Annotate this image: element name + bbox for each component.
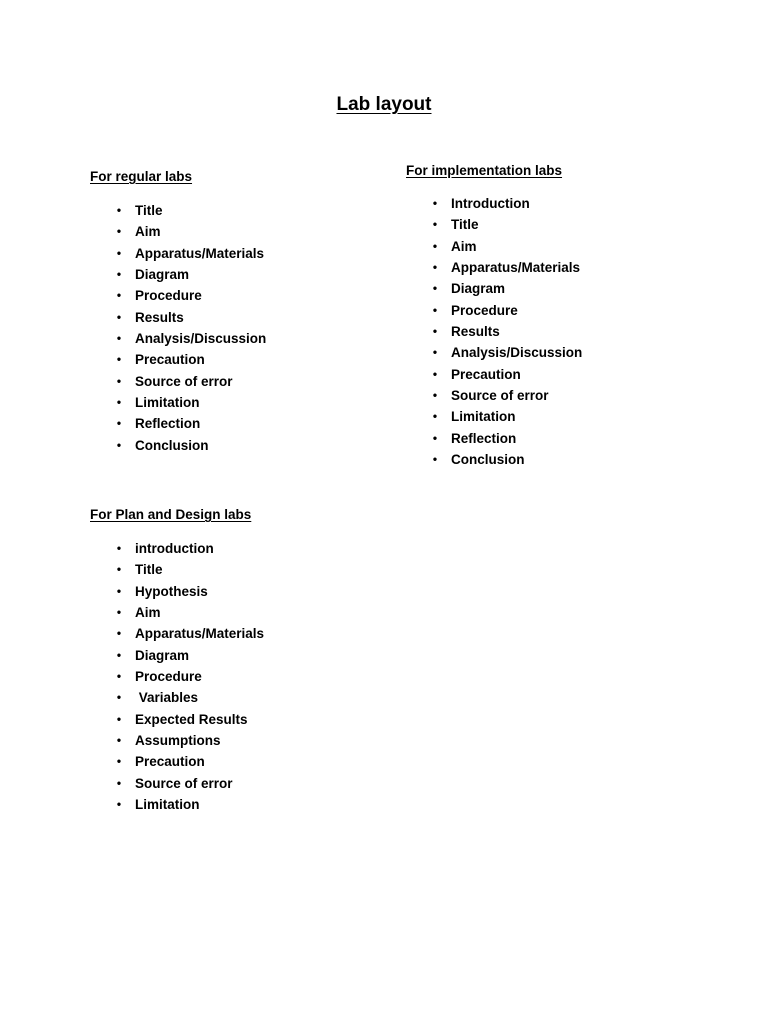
- bullet-icon: •: [116, 541, 122, 555]
- list-item-label: Title: [451, 217, 479, 233]
- bullet-icon: •: [116, 733, 122, 748]
- bullet-icon: •: [116, 331, 122, 346]
- list-item: [113, 581, 370, 602]
- list-item: [429, 321, 706, 342]
- plan-design-labs-list: [113, 538, 370, 815]
- bullet-icon: •: [432, 430, 438, 445]
- bullet-icon: •: [116, 626, 122, 641]
- list-item: [429, 278, 706, 299]
- list-item: [429, 257, 706, 278]
- bullet-icon: •: [432, 302, 438, 317]
- list-item: [113, 413, 370, 434]
- bullet-icon: •: [116, 711, 122, 726]
- list-item: [113, 392, 370, 413]
- list-item: [429, 214, 706, 235]
- list-item: [113, 243, 370, 264]
- list-item-label: Procedure: [135, 288, 202, 304]
- list-item-label: Source of error: [451, 388, 549, 404]
- implementation-labs-list: [429, 193, 706, 470]
- section-regular-labs: [90, 168, 370, 456]
- list-item-label: Title: [135, 203, 163, 218]
- list-item: [113, 794, 370, 815]
- bullet-icon: •: [116, 288, 122, 303]
- list-item: [429, 342, 706, 363]
- list-item-label: Aim: [451, 238, 477, 254]
- list-item: [113, 751, 370, 772]
- list-item: [113, 221, 370, 242]
- bullet-icon: •: [116, 775, 122, 790]
- list-item: [429, 364, 706, 385]
- bullet-icon: •: [116, 267, 122, 282]
- list-item-label: Expected Results: [135, 711, 248, 727]
- section-heading-regular-labs: For regular labs: [90, 169, 193, 184]
- list-item-label: Results: [135, 309, 184, 325]
- list-item: [113, 349, 370, 370]
- bullet-icon: •: [116, 224, 122, 239]
- list-item-label: introduction: [135, 541, 214, 556]
- list-item-label: Variables: [135, 690, 199, 706]
- list-item-label: Procedure: [451, 302, 518, 318]
- bullet-icon: •: [116, 352, 122, 367]
- list-item: [113, 687, 370, 708]
- list-item-label: Results: [451, 324, 500, 340]
- list-item-label: Limitation: [135, 797, 200, 813]
- list-item: [113, 200, 370, 221]
- bullet-icon: •: [116, 245, 122, 260]
- bullet-icon: •: [432, 452, 438, 467]
- list-item: [113, 709, 370, 730]
- list-item-label: Procedure: [135, 669, 202, 685]
- list-item: [113, 602, 370, 623]
- section-heading-implementation-labs: For implementation labs: [406, 163, 563, 178]
- page-title: Lab layout: [336, 94, 432, 115]
- list-item: [429, 406, 706, 427]
- bullet-icon: •: [116, 690, 122, 705]
- bullet-icon: •: [432, 409, 438, 424]
- list-item: [113, 435, 370, 456]
- list-item: [113, 264, 370, 285]
- list-item-label: Title: [135, 562, 163, 578]
- section-plan-design-labs: [90, 506, 370, 815]
- list-item-label: Apparatus/Materials: [135, 626, 265, 642]
- list-item: [113, 666, 370, 687]
- bullet-icon: •: [432, 281, 438, 296]
- section-heading-plan-design-labs: For Plan and Design labs: [90, 507, 252, 522]
- list-item-label: Conclusion: [135, 437, 209, 453]
- list-item: [113, 538, 370, 559]
- bullet-icon: •: [116, 605, 122, 620]
- list-item: [113, 285, 370, 306]
- list-item-label: Reflection: [135, 416, 201, 432]
- list-item-label: Aim: [135, 605, 161, 621]
- bullet-icon: •: [116, 309, 122, 324]
- list-item-label: Precaution: [451, 366, 521, 382]
- bullet-icon: •: [432, 260, 438, 275]
- list-item: [113, 730, 370, 751]
- list-item-label: Precaution: [135, 754, 205, 770]
- bullet-icon: •: [116, 562, 122, 577]
- list-item: [113, 371, 370, 392]
- list-item-label: Limitation: [451, 409, 516, 425]
- bullet-icon: •: [116, 373, 122, 388]
- list-item-label: Apparatus/Materials: [451, 260, 581, 276]
- regular-labs-list: [113, 200, 370, 456]
- list-item: [429, 428, 706, 449]
- list-item-label: Diagram: [451, 281, 506, 297]
- list-item: [113, 623, 370, 644]
- section-implementation-labs: [406, 162, 706, 470]
- bullet-icon: •: [116, 583, 122, 598]
- bullet-icon: •: [116, 669, 122, 684]
- bullet-icon: •: [116, 437, 122, 452]
- list-item-label: Diagram: [135, 647, 190, 663]
- list-item-label: Source of error: [135, 373, 233, 389]
- list-item-label: Limitation: [135, 395, 200, 411]
- list-item-label: Analysis/Discussion: [135, 331, 267, 347]
- bullet-icon: •: [116, 647, 122, 662]
- list-item: [113, 559, 370, 580]
- bullet-icon: •: [116, 416, 122, 431]
- list-item-label: Conclusion: [451, 452, 525, 468]
- list-item-label: Hypothesis: [135, 583, 208, 599]
- list-item-label: Source of error: [135, 775, 233, 791]
- bullet-icon: •: [432, 217, 438, 232]
- list-item: [429, 300, 706, 321]
- list-item: [429, 236, 706, 257]
- list-item: [113, 645, 370, 666]
- bullet-icon: •: [116, 203, 122, 217]
- list-item-label: Precaution: [135, 352, 205, 368]
- list-item-label: Apparatus/Materials: [135, 245, 265, 261]
- bullet-icon: •: [116, 395, 122, 410]
- bullet-icon: •: [116, 754, 122, 769]
- list-item: [113, 307, 370, 328]
- bullet-icon: •: [432, 196, 438, 210]
- list-item-label: Introduction: [451, 196, 530, 211]
- list-item: [429, 385, 706, 406]
- bullet-icon: •: [432, 324, 438, 339]
- bullet-icon: •: [432, 238, 438, 253]
- list-item-label: Analysis/Discussion: [451, 345, 583, 361]
- bullet-icon: •: [116, 797, 122, 812]
- list-item: [429, 193, 706, 214]
- bullet-icon: •: [432, 345, 438, 360]
- bullet-icon: •: [432, 366, 438, 381]
- list-item-label: Diagram: [135, 267, 190, 283]
- list-item: [113, 773, 370, 794]
- list-item-label: Assumptions: [135, 733, 221, 749]
- list-item-label: Aim: [135, 224, 161, 240]
- list-item: [113, 328, 370, 349]
- list-item: [429, 449, 706, 470]
- list-item-label: Reflection: [451, 430, 517, 446]
- bullet-icon: •: [432, 388, 438, 403]
